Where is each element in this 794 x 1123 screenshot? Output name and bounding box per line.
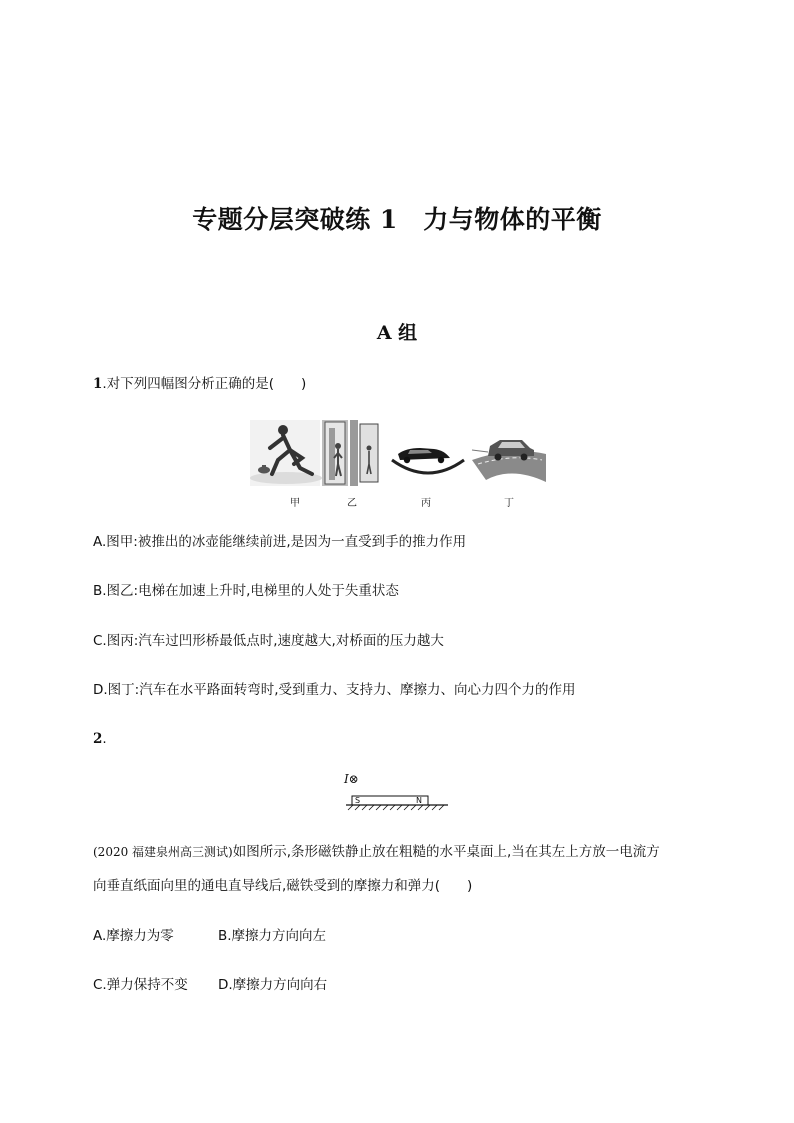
turning-road-scene [472, 440, 546, 482]
magnet-s-pole: S [355, 796, 361, 805]
section-heading: A 组 [376, 322, 418, 344]
question-2-stem-line-2: 向垂直纸面向里的通电直导线后,磁铁受到的摩擦力和弹力( ) [93, 878, 473, 894]
elevator-scene [322, 420, 378, 486]
question-2-figure [344, 772, 452, 812]
page-title: 专题分层突破练 1 力与物体的平衡 [192, 205, 602, 234]
concave-bridge-scene [392, 448, 464, 473]
question-2-stem-text-1: 如图所示,条形磁铁静止放在粗糙的水平桌面上,当在其左上方放一电流方 [232, 844, 660, 860]
current-wire-label: I⊗ [344, 772, 359, 786]
question-2-option-c: C.弹力保持不变 [93, 977, 188, 993]
question-2-dot: . [102, 731, 107, 747]
curling-scene [250, 420, 322, 486]
question-1-figure [250, 420, 546, 486]
caption-ding: 丁 [504, 498, 514, 509]
question-2-option-a: A.摩擦力为零 [93, 928, 174, 944]
question-1-stem [93, 374, 306, 394]
question-1-text: .对下列四幅图分析正确的是( ) [102, 376, 307, 392]
caption-jia: 甲 [290, 498, 300, 509]
question-1-option-d: D.图丁:汽车在水平路面转弯时,受到重力、支持力、摩擦力、向心力四个力的作用 [93, 682, 576, 698]
question-1-option-b: B.图乙:电梯在加速上升时,电梯里的人处于失重状态 [93, 583, 399, 599]
question-2-option-b: B.摩擦力方向向左 [218, 928, 327, 944]
magnet-diagram [344, 772, 452, 812]
question-2-number: 2 [93, 731, 103, 747]
question-1-option-a: A.图甲:被推出的冰壶能继续前进,是因为一直受到手的推力作用 [93, 534, 467, 550]
question-1-option-c: C.图丙:汽车过凹形桥最低点时,速度越大,对桥面的压力越大 [93, 633, 444, 649]
question-1-number: 1 [93, 376, 103, 392]
magnet-n-pole: N [416, 796, 422, 805]
question-2-stem-line-1 [93, 842, 660, 862]
question-2-option-d: D.摩擦力方向向右 [218, 977, 328, 993]
caption-bing: 丙 [421, 498, 431, 509]
table-hatching [348, 805, 444, 810]
question-2-source: (2020 福建泉州高三测试) [93, 845, 233, 859]
caption-yi: 乙 [347, 498, 357, 509]
four-scenes-illustration [250, 420, 546, 486]
question-2-number-line [93, 729, 107, 749]
